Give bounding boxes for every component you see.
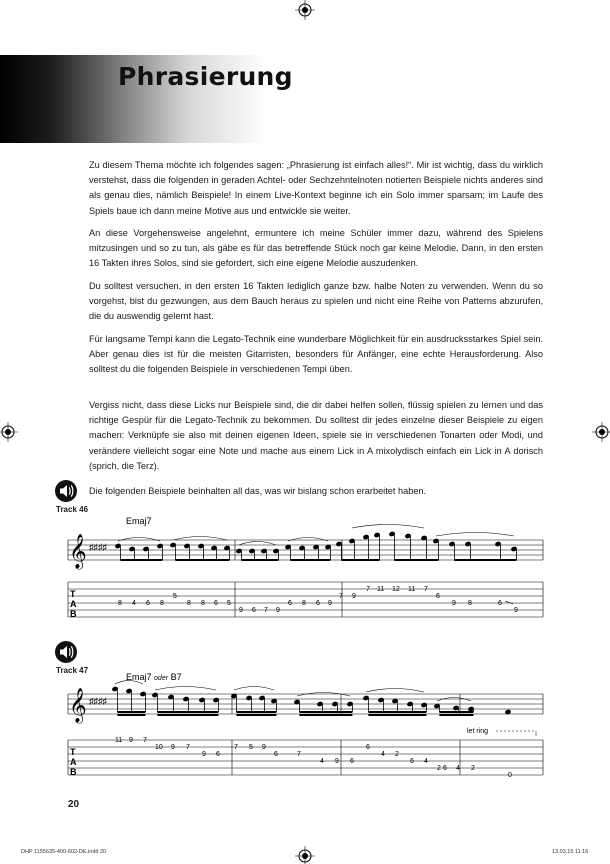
- svg-text:6: 6: [366, 744, 370, 751]
- svg-text:8: 8: [468, 600, 472, 607]
- svg-text:6: 6: [214, 600, 218, 607]
- svg-text:8: 8: [160, 600, 164, 607]
- paragraph-4: Für langsame Tempi kann die Legato-Technik eine wunderbare Möglichkeit für ein ausdrucksstarkes Spiel sein. Aber genau dies ist für die meisten Gitarristen, besonders für Anfänger, eine echte Herausforderung. Also solltest du die folgenden Beispiele in verschiedenen Tempi üben.: [89, 334, 543, 375]
- tab-letter-b: B: [70, 767, 77, 777]
- svg-text:5: 5: [227, 600, 231, 607]
- chord-symbol: Emaj7: [126, 516, 152, 526]
- slur: [366, 689, 424, 693]
- tab-letter-a: A: [70, 757, 77, 767]
- paragraph-2: An diese Vorgehensweise angelehnt, ermuntere ich meine Schüler immer dazu, während des Spielens mitzusingen und so zu tun, als gäbe es für das betreffende Stück noch gar keine Melodie. Dann, in den ersten 16 Takten ihres Solos, sind sie gefordert, sich eine eigene Melodie auszudenken.: [89, 228, 543, 269]
- svg-text:6: 6: [410, 758, 414, 765]
- svg-text:4: 4: [132, 600, 136, 607]
- svg-text:4: 4: [456, 765, 460, 772]
- svg-text:2: 2: [395, 751, 399, 758]
- page-title: Phrasierung: [118, 62, 293, 91]
- key-signature: ♯♯♯♯: [89, 542, 107, 552]
- svg-text:5: 5: [173, 593, 177, 600]
- svg-text:6: 6: [274, 751, 278, 758]
- svg-text:9: 9: [352, 593, 356, 600]
- tab-letter-b: B: [70, 609, 77, 619]
- treble-clef: 𝄞: [69, 689, 87, 722]
- slur: [155, 687, 216, 691]
- svg-text:9: 9: [129, 737, 133, 744]
- svg-text:9: 9: [452, 600, 456, 607]
- svg-text:6: 6: [216, 751, 220, 758]
- let-ring-label: let ring: [467, 728, 489, 735]
- svg-text:2: 2: [471, 765, 475, 772]
- chord-symbol: Emaj7 oder B7: [126, 672, 182, 682]
- svg-text:6: 6: [498, 600, 502, 607]
- svg-text:11: 11: [408, 586, 416, 593]
- svg-text:9: 9: [239, 607, 243, 614]
- svg-text:7: 7: [366, 586, 370, 593]
- treble-clef: 𝄞: [69, 535, 87, 568]
- track-intro-text: Die folgenden Beispiele beinhalten all das, was wir bislang schon erarbeitet haben.: [89, 486, 427, 496]
- svg-text:9: 9: [335, 758, 339, 765]
- svg-text:4: 4: [381, 751, 385, 758]
- svg-text:7: 7: [186, 744, 190, 751]
- svg-text:6: 6: [350, 758, 354, 765]
- svg-text:8: 8: [187, 600, 191, 607]
- svg-text:0: 0: [508, 772, 512, 779]
- svg-text:6: 6: [288, 600, 292, 607]
- svg-text:11: 11: [377, 586, 385, 593]
- svg-text:9: 9: [202, 751, 206, 758]
- slur: [234, 687, 274, 691]
- notes: [112, 681, 511, 716]
- svg-text:6: 6: [316, 600, 320, 607]
- svg-text:8: 8: [201, 600, 205, 607]
- paragraph-5: Vergiss nicht, dass diese Licks nur Beispiele sind, die dir dabei helfen sollen, flüssig spielen zu lernen und das richtige Gespür für die Legato-Technik zu bekommen. Du solltest dir jedes einzelne dieser Beispiele zu eigen machen: Verknüpfe sie also mit deinen eigenen Ideen, spiele sie in verschiedenen Tonarten oder Modi, und verändere vielleicht sogar eine Note und mache aus einem Lick in A mixolydisch einfach ein Lick in A dorisch (sprich, die Terz).: [89, 400, 543, 471]
- svg-text:7: 7: [264, 607, 268, 614]
- svg-text:9: 9: [328, 600, 332, 607]
- svg-text:7: 7: [297, 751, 301, 758]
- print-slug-right: 13.03.15 11:16: [552, 849, 589, 855]
- svg-text:7: 7: [339, 593, 343, 600]
- tab-letter-t: T: [70, 589, 76, 599]
- svg-text:6: 6: [252, 607, 256, 614]
- svg-text:4: 4: [320, 758, 324, 765]
- svg-text:9: 9: [171, 744, 175, 751]
- svg-text:9: 9: [262, 744, 266, 751]
- svg-text:7: 7: [143, 737, 147, 744]
- svg-text:7: 7: [234, 744, 238, 751]
- paragraph-1: Zu diesem Thema möchte ich folgendes sagen: „Phrasierung ist einfach alles!“. Mir ist wichtig, dass du wirklich verstehst, dass die folgenden in geraden Achtel- oder Sechzehntelnoten notierten Beispiele nichts anderes sind als genau dies, nämlich Beispiele! In einem Live-Kontext beginne ich ein Solo immer sparsam; im Laufe des Spiels baue ich dann meine Motive aus und entwickle sie weiter.: [89, 160, 543, 216]
- page-number: 20: [68, 799, 80, 810]
- paragraph-3: Du solltest versuchen, in den ersten 16 Takten lediglich ganze bzw. halbe Noten zu verwenden. Wenn du so vorgehst, bist du gezwungen, aus dem Bauch heraus zu spielen und nicht eine Reihe von Patterns abzurufen, die du auswendig gelernt hast.: [89, 281, 543, 322]
- svg-text:6: 6: [146, 600, 150, 607]
- tab-numbers: [115, 737, 512, 779]
- svg-text:6: 6: [436, 593, 440, 600]
- svg-text:5: 5: [249, 744, 253, 751]
- key-signature: ♯♯♯♯: [89, 696, 107, 706]
- svg-text:4: 4: [424, 758, 428, 765]
- svg-text:8: 8: [302, 600, 306, 607]
- print-slug-left: DHP 1155635-400-602-DE.indd 20: [21, 849, 107, 855]
- svg-text:11: 11: [115, 737, 123, 744]
- tab-letter-t: T: [70, 747, 76, 757]
- track-46-label: Track 46: [56, 505, 89, 514]
- svg-text:9: 9: [514, 607, 518, 614]
- svg-text:2: 2: [437, 765, 441, 772]
- tab-letter-a: A: [70, 599, 77, 609]
- track-47-label: Track 47: [56, 666, 89, 675]
- svg-text:10: 10: [155, 744, 163, 751]
- svg-text:8: 8: [118, 600, 122, 607]
- svg-text:7: 7: [424, 586, 428, 593]
- svg-text:9: 9: [276, 607, 280, 614]
- svg-text:6: 6: [443, 765, 447, 772]
- svg-text:12: 12: [392, 586, 400, 593]
